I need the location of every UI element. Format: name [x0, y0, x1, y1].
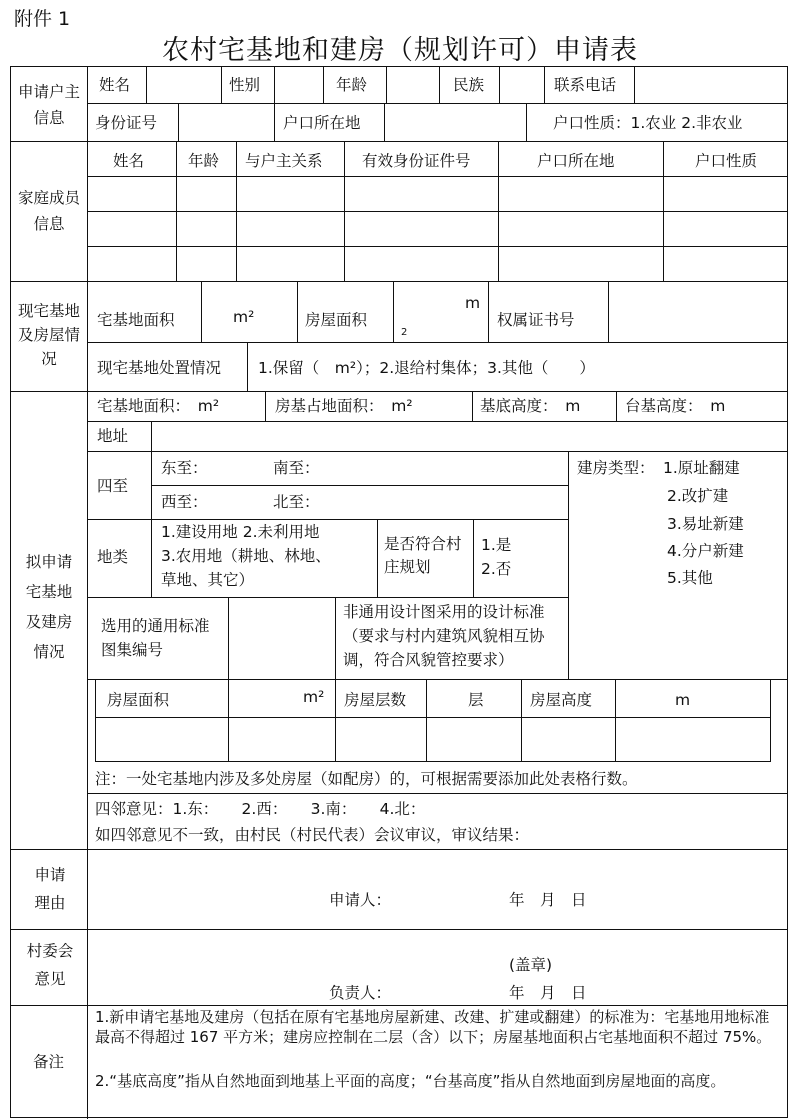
neighbors-dispute: 如四邻意见不一致，由村民（村民代表）会议审议，审议结果： [95, 826, 530, 844]
grid-line [323, 67, 324, 103]
west-boundary-label: 西至： [161, 493, 208, 511]
plan-match-no: 2.否 [481, 560, 512, 578]
application-form [10, 66, 788, 1118]
grid-line [11, 391, 787, 392]
form-title: 农村宅基地和建房（规划许可）申请表 [162, 35, 638, 66]
grid-line [568, 597, 569, 679]
grid-line [151, 519, 152, 597]
household-type-label: 户口性质：1.农业 2.非农业 [553, 114, 743, 132]
grid-line [151, 485, 568, 486]
gender-label: 性别 [229, 76, 261, 94]
base-height: 基底高度： m [480, 397, 581, 415]
annex-label: 附件 1 [14, 8, 71, 30]
current-house-area-unit: m [465, 294, 481, 312]
south-boundary-label: 南至： [273, 459, 320, 477]
address-label: 地址 [97, 427, 129, 445]
disposal-options: 1.保留（ m²）；2.退给村集体；3.其他（ ） [258, 359, 595, 377]
build-type-option-4: 4.分户新建 [667, 542, 744, 560]
family-col-id: 有效身份证件号 [362, 152, 471, 170]
family-col-relation: 与户主关系 [245, 152, 323, 170]
east-boundary-label: 东至： [161, 459, 208, 477]
grid-line [439, 67, 440, 103]
build-type-option-1: 1.原址翻建 [663, 459, 740, 477]
house-area-label: 房屋面积 [107, 691, 170, 709]
grid-line [11, 141, 787, 142]
grid-line [87, 793, 787, 794]
grid-line [473, 519, 474, 597]
proposed-footprint-area: 房基占地面积： m² [275, 397, 413, 415]
cert-number-label: 权属证书号 [497, 311, 575, 329]
platform-height: 台基高度： m [625, 397, 726, 415]
grid-line [265, 391, 266, 421]
multiple-houses-note: 注：一处宅基地内涉及多处房屋（如配房）的，可根据需要添加此处表格行数。 [95, 770, 638, 788]
north-boundary-label: 北至： [273, 493, 320, 511]
grid-line [176, 141, 177, 281]
grid-line [499, 67, 500, 103]
land-type-option-1: 1.建设用地 2.未利用地 [161, 523, 320, 541]
plan-match-yes: 1.是 [481, 536, 512, 554]
grid-line [472, 391, 473, 421]
committee-date-label: 年 月 日 [509, 984, 587, 1002]
grid-line [95, 679, 771, 680]
grid-line [178, 103, 179, 141]
family-col-name: 姓名 [113, 152, 145, 170]
grid-line [87, 246, 787, 247]
reason-section-label: 申请理由 [34, 866, 66, 912]
grid-line [544, 67, 545, 103]
grid-line [87, 176, 787, 177]
grid-line [11, 281, 787, 282]
grid-line [11, 1005, 787, 1006]
grid-line [393, 281, 394, 342]
build-type-option-3: 3.易址新建 [667, 515, 744, 533]
committee-section-label: 村委会意见 [26, 942, 74, 988]
committee-seal-label: (盖章) [509, 956, 553, 974]
id-number-label: 身份证号 [95, 114, 158, 132]
grid-line [498, 141, 499, 281]
grid-line [247, 342, 248, 391]
neighbors-opinion: 四邻意见：1.东： 2.西： 3.南： 4.北： [95, 800, 426, 818]
reason-applicant-label: 申请人： [329, 891, 392, 909]
grid-line [384, 103, 385, 141]
age-label: 年龄 [336, 76, 368, 94]
plan-match-label: 是否符合村庄规划 [384, 535, 462, 576]
grid-line [11, 929, 787, 930]
current-house-area-label: 房屋面积 [305, 311, 368, 329]
household-location-label: 户口所在地 [283, 114, 361, 132]
grid-line [87, 519, 568, 520]
grid-line [615, 679, 616, 761]
grid-line [228, 597, 229, 679]
grid-line [386, 67, 387, 103]
name-label: 姓名 [99, 76, 131, 94]
grid-line [236, 141, 237, 281]
committee-responsible-label: 负责人： [329, 984, 392, 1002]
grid-line [770, 679, 771, 761]
current-homestead-area-label: 宅基地面积 [97, 311, 175, 329]
grid-line [335, 679, 336, 761]
grid-line [526, 103, 527, 141]
grid-line [87, 211, 787, 212]
remarks-text-1: 1.新申请宅基地及建房（包括在原有宅基地房屋新建、改建、扩建或翻建）的标准为：宅基地用地标准最高不得超过 167 平方米；建房应控制在二层（含）以下；房屋基地面积占宅基地面积不超过 75%。 [95, 1008, 772, 1046]
remarks-text-2: 2.“基底高度”指从自然地面到地基上平面的高度；“台基高度”指从自然地面到房屋地面的高度。 [95, 1072, 726, 1090]
disposal-label: 现宅基地处置情况 [97, 359, 222, 377]
grid-line [426, 679, 427, 761]
build-type-option-2: 2.改扩建 [667, 487, 729, 505]
build-type-option-5: 5.其他 [667, 569, 713, 587]
grid-line [151, 421, 152, 451]
non-standard-design-label: 非通用设计图采用的设计标准（要求与村内建筑风貌相互协调，符合风貌管控要求） [343, 603, 545, 669]
grid-line [344, 141, 345, 281]
grid-line [95, 761, 771, 762]
house-height-unit: m [675, 691, 691, 709]
grid-line [87, 342, 787, 343]
grid-line [616, 391, 617, 421]
current-section-label: 现宅基地及房屋情况 [17, 302, 80, 368]
grid-line [87, 103, 787, 104]
current-homestead-area-unit: m² [233, 308, 255, 326]
land-type-label: 地类 [97, 548, 129, 566]
grid-line [335, 597, 336, 679]
grid-line [634, 67, 635, 103]
land-type-option-2: 3.农用地（耕地、林地、 [161, 547, 331, 565]
grid-line [228, 679, 229, 761]
grid-line [663, 141, 664, 281]
current-house-area-exponent: 2 [401, 327, 408, 338]
applicant-section-label: 申请户主信息 [17, 83, 80, 127]
grid-line [274, 103, 275, 141]
grid-line [11, 849, 787, 850]
standard-drawing-label: 选用的通用标准图集编号 [101, 617, 210, 659]
house-height-label: 房屋高度 [530, 691, 593, 709]
proposed-section-label: 拟申请宅基地及建房情况 [25, 553, 73, 661]
family-section-label: 家庭成员信息 [17, 189, 80, 233]
land-type-option-3: 草地、其它） [161, 571, 255, 589]
grid-line [488, 281, 489, 342]
grid-line [521, 679, 522, 761]
family-col-type: 户口性质 [695, 152, 758, 170]
family-col-location: 户口所在地 [537, 152, 615, 170]
grid-line [87, 67, 88, 1005]
grid-line [87, 597, 568, 598]
grid-line [274, 67, 275, 103]
house-area-unit: m² [303, 688, 325, 706]
grid-line [297, 281, 298, 342]
grid-line [151, 451, 152, 519]
ethnicity-label: 民族 [453, 76, 485, 94]
remarks-section-label: 备注 [33, 1053, 65, 1071]
family-col-age: 年龄 [188, 152, 220, 170]
proposed-homestead-area: 宅基地面积： m² [97, 397, 220, 415]
grid-line [87, 1005, 88, 1119]
reason-date-label: 年 月 日 [509, 891, 587, 909]
grid-line [87, 421, 787, 422]
floors-unit: 层 [468, 691, 484, 709]
grid-line [95, 679, 96, 761]
grid-line [608, 281, 609, 342]
boundaries-label: 四至 [97, 477, 129, 495]
floors-label: 房屋层数 [344, 691, 407, 709]
grid-line [87, 451, 787, 452]
grid-line [201, 281, 202, 342]
grid-line [146, 67, 147, 103]
grid-line [568, 451, 569, 597]
build-type-label: 建房类型： [577, 459, 655, 477]
grid-line [95, 717, 771, 718]
grid-line [377, 519, 378, 597]
grid-line [221, 67, 222, 103]
phone-label: 联系电话 [554, 76, 617, 94]
